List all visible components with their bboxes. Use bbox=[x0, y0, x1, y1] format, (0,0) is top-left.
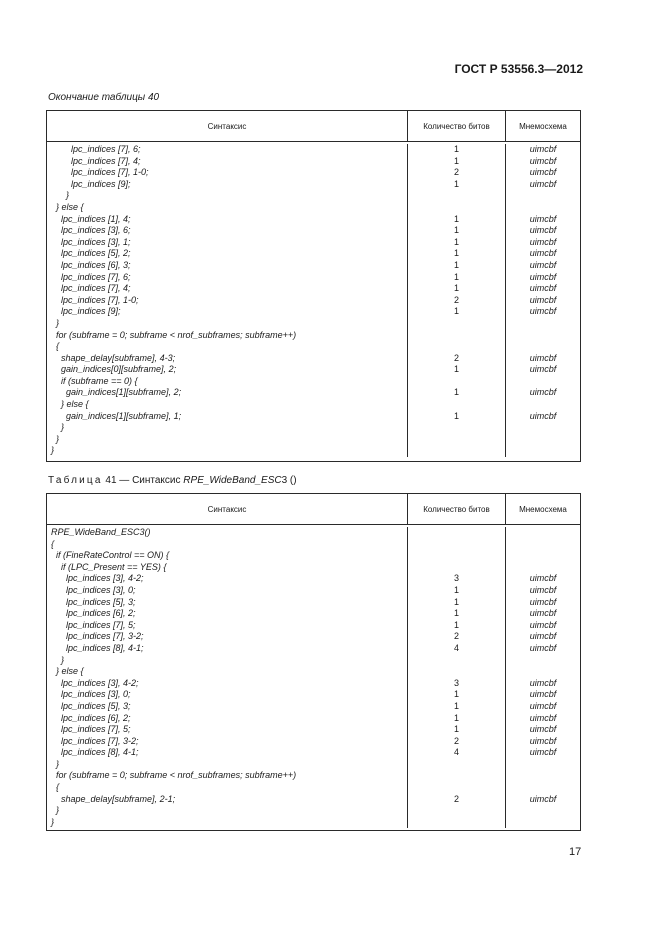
mnemonic-cell bbox=[506, 422, 580, 434]
bit-count-cell: 3 bbox=[453, 677, 459, 688]
syntax-line: { bbox=[51, 538, 55, 549]
syntax-line: } bbox=[51, 654, 65, 665]
mnemonic-cell: uimcbf bbox=[529, 387, 557, 398]
mnemonic-cell: uimcbf bbox=[529, 248, 557, 259]
bit-count-cell: 1 bbox=[453, 619, 459, 630]
bits-column bbox=[408, 144, 506, 457]
bit-count-cell: 1 bbox=[453, 387, 459, 398]
syntax-line: } bbox=[51, 190, 70, 201]
bit-count-cell bbox=[408, 330, 505, 342]
bit-count-cell: 2 bbox=[453, 735, 459, 746]
bit-count-cell bbox=[408, 376, 505, 388]
syntax-column bbox=[47, 144, 408, 457]
mnemonic-cell bbox=[506, 445, 580, 457]
bit-count-cell bbox=[408, 539, 505, 551]
mnemonic-cell: uimcbf bbox=[529, 364, 557, 375]
bit-count-cell: 1 bbox=[453, 155, 459, 166]
mnemonic-cell: uimcbf bbox=[529, 213, 557, 224]
mnemonic-cell: uimcbf bbox=[529, 642, 557, 653]
bit-count-cell: 2 bbox=[453, 352, 459, 363]
syntax-line: if (FineRateControl == ON) { bbox=[51, 550, 170, 561]
bits-column bbox=[408, 527, 506, 828]
syntax-line: } bbox=[51, 317, 60, 328]
syntax-line: lpc_indices [8], 4-1; bbox=[51, 747, 139, 758]
syntax-line: lpc_indices [7], 1-0; bbox=[51, 294, 139, 305]
bit-count-cell: 1 bbox=[453, 271, 459, 282]
mnemonic-cell: uimcbf bbox=[529, 155, 557, 166]
syntax-line: { bbox=[51, 782, 60, 793]
mnemonic-cell bbox=[506, 562, 580, 574]
bit-count-cell: 2 bbox=[453, 294, 459, 305]
bit-count-cell: 2 bbox=[453, 793, 459, 804]
mnemonic-cell bbox=[506, 782, 580, 794]
page-number: 17 bbox=[569, 846, 582, 858]
bit-count-cell: 1 bbox=[453, 364, 459, 375]
mnemonic-cell bbox=[506, 539, 580, 551]
bit-count-cell: 1 bbox=[453, 584, 459, 595]
syntax-line: RPE_WideBand_ESC3() bbox=[51, 527, 151, 537]
syntax-line: lpc_indices [6], 3; bbox=[51, 259, 131, 270]
syntax-line: if (LPC_Present == YES) { bbox=[51, 561, 167, 572]
syntax-line: lpc_indices [7], 6; bbox=[51, 271, 131, 282]
caption-suffix: 3 () bbox=[281, 475, 297, 486]
mnemonic-cell: uimcbf bbox=[529, 352, 557, 363]
table41-caption bbox=[48, 475, 297, 486]
bit-count-cell bbox=[408, 655, 505, 667]
column-header-mnemonic: Мнемосхема bbox=[519, 121, 567, 131]
syntax-line: lpc_indices [7], 3-2; bbox=[51, 631, 144, 642]
table-41 bbox=[46, 493, 581, 831]
syntax-line: } bbox=[51, 758, 60, 769]
bit-count-cell: 4 bbox=[453, 747, 459, 758]
bit-count-cell bbox=[408, 341, 505, 353]
syntax-line: gain_indices[1][subframe], 1; bbox=[51, 410, 182, 421]
table-body bbox=[47, 525, 580, 830]
syntax-line: lpc_indices [5], 3; bbox=[51, 700, 131, 711]
bit-count-cell: 1 bbox=[453, 259, 459, 270]
column-header-syntax: Синтаксис bbox=[47, 111, 408, 141]
mnemonic-cell bbox=[506, 202, 580, 214]
bit-count-cell bbox=[408, 817, 505, 829]
bit-count-cell: 1 bbox=[453, 700, 459, 711]
syntax-line: lpc_indices [7], 1-0; bbox=[51, 167, 149, 178]
bit-count-cell bbox=[408, 562, 505, 574]
syntax-line: } bbox=[51, 805, 60, 816]
mnemonic-cell: uimcbf bbox=[529, 573, 557, 584]
syntax-line: lpc_indices [6], 2; bbox=[51, 712, 131, 723]
bit-count-cell: 1 bbox=[453, 283, 459, 294]
table-header bbox=[47, 111, 580, 142]
syntax-line: } bbox=[51, 422, 65, 433]
mnemonic-cell: uimcbf bbox=[529, 700, 557, 711]
syntax-line: lpc_indices [5], 3; bbox=[51, 596, 136, 607]
syntax-line: lpc_indices [7], 4; bbox=[51, 283, 131, 294]
mnemonic-cell: uimcbf bbox=[529, 236, 557, 247]
mnemonic-cell: uimcbf bbox=[529, 584, 557, 595]
syntax-line: shape_delay[subframe], 4-3; bbox=[51, 352, 176, 363]
bit-count-cell bbox=[408, 190, 505, 202]
bit-count-cell: 1 bbox=[453, 306, 459, 317]
column-header-bits: Количество битов bbox=[408, 111, 506, 141]
bit-count-cell: 2 bbox=[453, 631, 459, 642]
mnemonic-column bbox=[506, 144, 580, 457]
table-body bbox=[47, 142, 580, 461]
syntax-line: if (subframe == 0) { bbox=[51, 375, 138, 386]
syntax-line: } bbox=[51, 816, 55, 827]
syntax-line: lpc_indices [7], 5; bbox=[51, 619, 136, 630]
mnemonic-cell: uimcbf bbox=[529, 167, 557, 178]
syntax-line: lpc_indices [7], 3-2; bbox=[51, 735, 139, 746]
syntax-line: } bbox=[51, 433, 60, 444]
column-header-syntax: Синтаксис bbox=[47, 494, 408, 524]
table-40 bbox=[46, 110, 581, 462]
bit-count-cell: 1 bbox=[453, 178, 459, 189]
syntax-line: lpc_indices [1], 4; bbox=[51, 213, 131, 224]
caption-prefix: Таблица bbox=[48, 475, 103, 486]
syntax-line: lpc_indices [3], 1; bbox=[51, 236, 131, 247]
syntax-line: lpc_indices [3], 6; bbox=[51, 225, 131, 236]
bit-count-cell: 2 bbox=[453, 167, 459, 178]
syntax-line: { bbox=[51, 341, 60, 352]
mnemonic-cell: uimcbf bbox=[529, 793, 557, 804]
mnemonic-cell: uimcbf bbox=[529, 747, 557, 758]
bit-count-cell bbox=[408, 202, 505, 214]
mnemonic-cell bbox=[506, 550, 580, 562]
mnemonic-cell bbox=[506, 759, 580, 771]
mnemonic-cell bbox=[506, 527, 580, 539]
bit-count-cell: 3 bbox=[453, 573, 459, 584]
syntax-line: lpc_indices [3], 0; bbox=[51, 584, 136, 595]
table-header bbox=[47, 494, 580, 525]
bit-count-cell: 1 bbox=[453, 724, 459, 735]
mnemonic-cell bbox=[506, 318, 580, 330]
mnemonic-cell bbox=[506, 376, 580, 388]
mnemonic-cell: uimcbf bbox=[529, 689, 557, 700]
mnemonic-cell: uimcbf bbox=[529, 271, 557, 282]
mnemonic-cell: uimcbf bbox=[529, 259, 557, 270]
syntax-line: gain_indices[0][subframe], 2; bbox=[51, 364, 177, 375]
bit-count-cell: 1 bbox=[453, 689, 459, 700]
syntax-line: for (subframe = 0; subframe < nrof_subframes; subframe++) bbox=[51, 770, 297, 781]
bit-count-cell bbox=[408, 782, 505, 794]
mnemonic-cell bbox=[506, 666, 580, 678]
bit-count-cell: 4 bbox=[453, 642, 459, 653]
mnemonic-cell bbox=[506, 434, 580, 446]
mnemonic-cell: uimcbf bbox=[529, 144, 557, 154]
mnemonic-cell: uimcbf bbox=[529, 178, 557, 189]
mnemonic-cell: uimcbf bbox=[529, 294, 557, 305]
bit-count-cell: 1 bbox=[453, 236, 459, 247]
mnemonic-column bbox=[506, 527, 580, 828]
bit-count-cell: 1 bbox=[453, 596, 459, 607]
mnemonic-cell: uimcbf bbox=[529, 225, 557, 236]
mnemonic-cell bbox=[506, 330, 580, 342]
mnemonic-cell: uimcbf bbox=[529, 631, 557, 642]
syntax-line: lpc_indices [9]; bbox=[51, 178, 131, 189]
caption-function-name: RPE_WideBand_ESC bbox=[183, 475, 282, 486]
syntax-line: gain_indices[1][subframe], 2; bbox=[51, 387, 182, 398]
bit-count-cell bbox=[408, 318, 505, 330]
mnemonic-cell: uimcbf bbox=[529, 283, 557, 294]
bit-count-cell: 1 bbox=[453, 225, 459, 236]
syntax-line: lpc_indices [7], 5; bbox=[51, 724, 131, 735]
syntax-line: lpc_indices [5], 2; bbox=[51, 248, 131, 259]
mnemonic-cell bbox=[506, 341, 580, 353]
syntax-line: lpc_indices [7], 6; bbox=[51, 144, 141, 154]
mnemonic-cell bbox=[506, 655, 580, 667]
table40-caption: Окончание таблицы 40 bbox=[48, 92, 160, 103]
bit-count-cell: 1 bbox=[453, 712, 459, 723]
syntax-line: lpc_indices [7], 4; bbox=[51, 155, 141, 166]
syntax-line: } else { bbox=[51, 666, 84, 677]
bit-count-cell: 1 bbox=[453, 608, 459, 619]
bit-count-cell bbox=[408, 666, 505, 678]
mnemonic-cell: uimcbf bbox=[529, 410, 557, 421]
bit-count-cell bbox=[408, 445, 505, 457]
syntax-line: lpc_indices [6], 2; bbox=[51, 608, 136, 619]
bit-count-cell bbox=[408, 759, 505, 771]
mnemonic-cell: uimcbf bbox=[529, 677, 557, 688]
document-header: ГОСТ Р 53556.3—2012 bbox=[454, 62, 583, 76]
syntax-line: lpc_indices [3], 0; bbox=[51, 689, 131, 700]
column-header-mnemonic: Мнемосхема bbox=[519, 504, 567, 514]
syntax-line: lpc_indices [9]; bbox=[51, 306, 121, 317]
mnemonic-cell: uimcbf bbox=[529, 596, 557, 607]
bit-count-cell bbox=[408, 434, 505, 446]
mnemonic-cell bbox=[506, 770, 580, 782]
syntax-line: for (subframe = 0; subframe < nrof_subframes; subframe++) bbox=[51, 329, 297, 340]
syntax-line: } else { bbox=[51, 399, 89, 410]
column-header-bits: Количество битов bbox=[408, 494, 506, 524]
mnemonic-cell bbox=[506, 805, 580, 817]
mnemonic-cell: uimcbf bbox=[529, 724, 557, 735]
bit-count-cell bbox=[408, 770, 505, 782]
syntax-line: } bbox=[51, 445, 55, 456]
mnemonic-cell bbox=[506, 190, 580, 202]
bit-count-cell: 1 bbox=[453, 213, 459, 224]
bit-count-cell bbox=[408, 422, 505, 434]
syntax-column bbox=[47, 527, 408, 828]
mnemonic-cell: uimcbf bbox=[529, 619, 557, 630]
bit-count-cell: 1 bbox=[453, 248, 459, 259]
syntax-line: shape_delay[subframe], 2-1; bbox=[51, 793, 176, 804]
mnemonic-cell: uimcbf bbox=[529, 735, 557, 746]
bit-count-cell: 1 bbox=[453, 410, 459, 421]
mnemonic-cell bbox=[506, 399, 580, 411]
bit-count-cell bbox=[408, 527, 505, 539]
mnemonic-cell: uimcbf bbox=[529, 306, 557, 317]
syntax-line: lpc_indices [3], 4-2; bbox=[51, 677, 139, 688]
syntax-line: lpc_indices [3], 4-2; bbox=[51, 573, 144, 584]
syntax-line: lpc_indices [8], 4-1; bbox=[51, 642, 144, 653]
mnemonic-cell: uimcbf bbox=[529, 608, 557, 619]
bit-count-cell bbox=[408, 550, 505, 562]
bit-count-cell bbox=[408, 805, 505, 817]
bit-count-cell bbox=[408, 399, 505, 411]
syntax-line: } else { bbox=[51, 201, 84, 212]
bit-count-cell: 1 bbox=[453, 144, 459, 154]
caption-number: 41 — Синтаксис bbox=[105, 475, 181, 486]
mnemonic-cell bbox=[506, 817, 580, 829]
mnemonic-cell: uimcbf bbox=[529, 712, 557, 723]
